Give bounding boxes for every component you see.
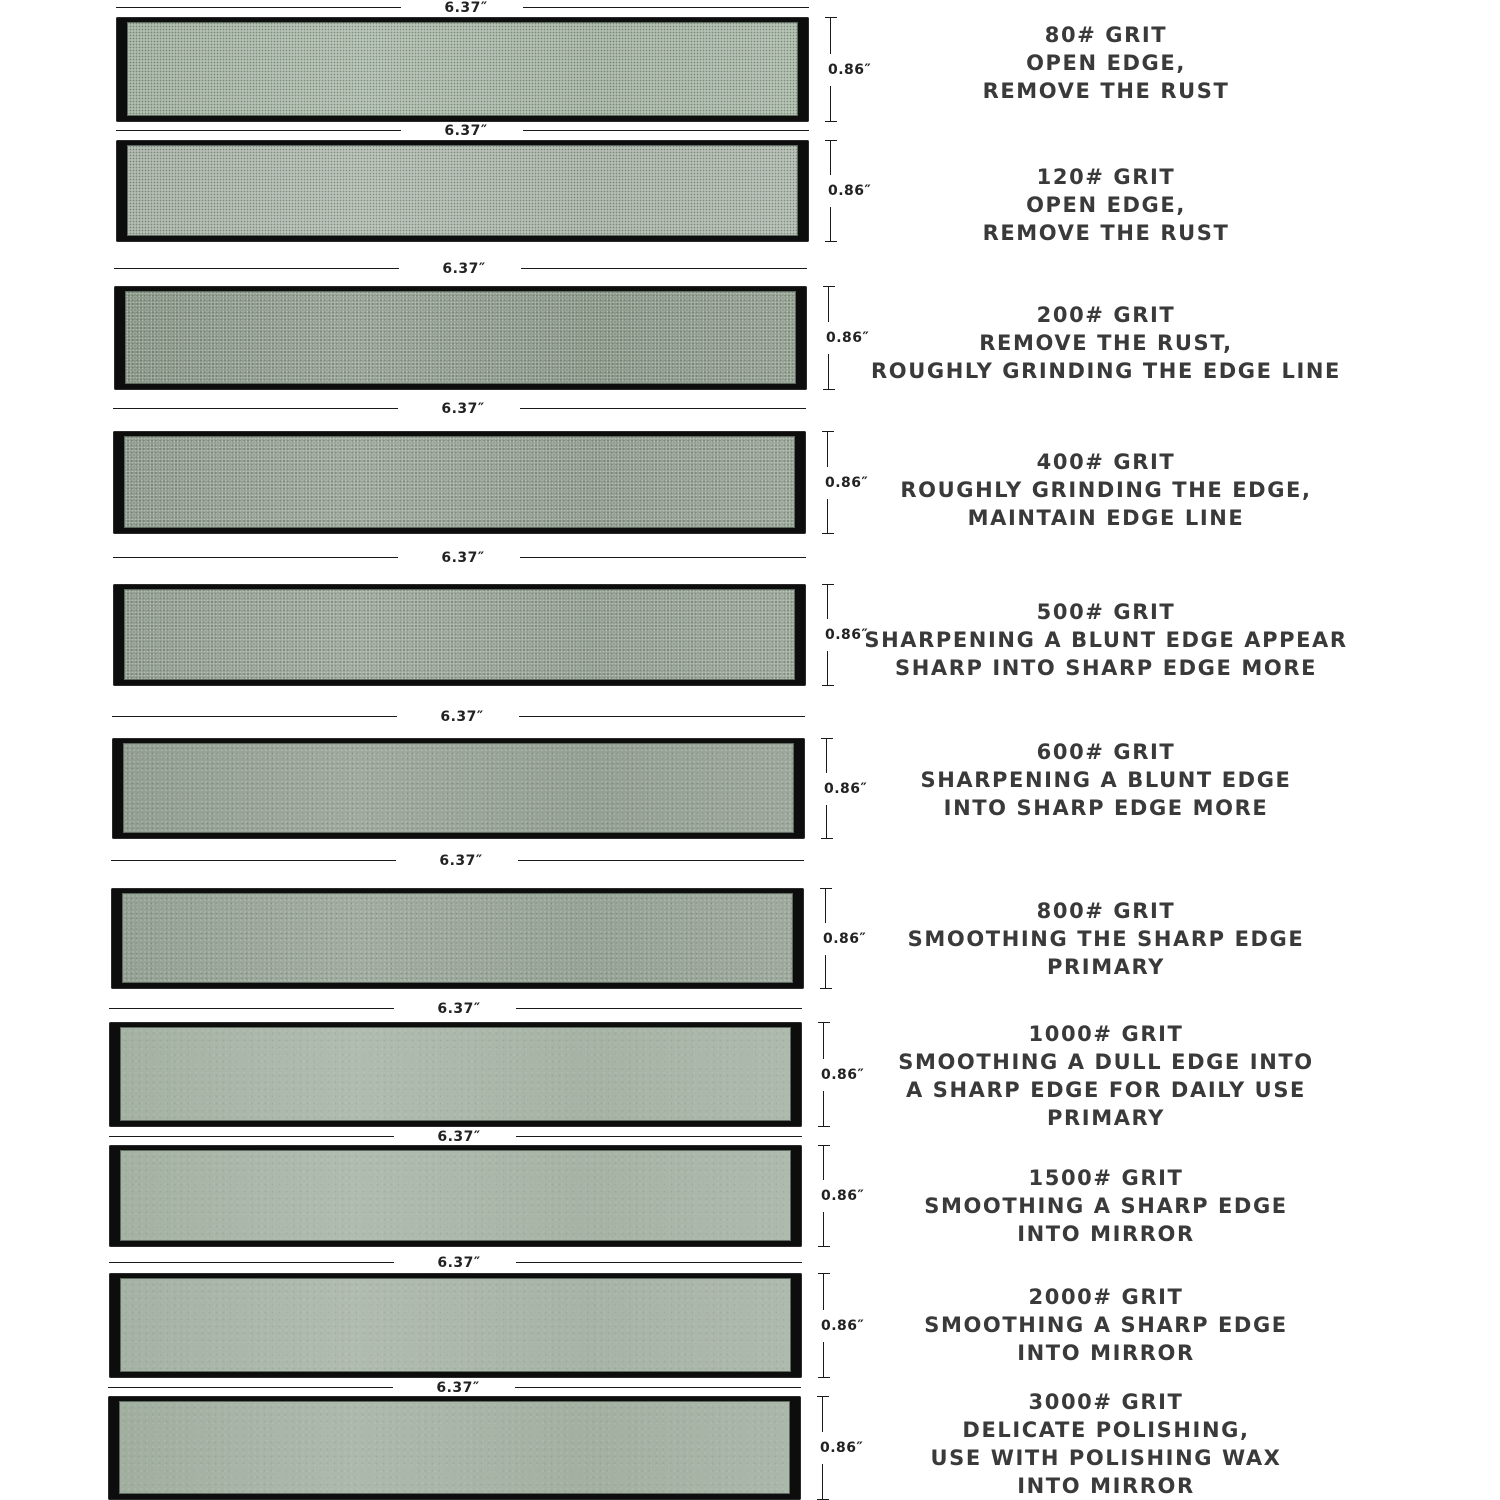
length-dimension-line-right: [519, 716, 805, 717]
grit-title: 800# GRIT: [1036, 899, 1176, 923]
width-label: 0.86″: [824, 780, 868, 797]
sharpening-stone-7: [111, 888, 804, 989]
width-label: 0.86″: [828, 183, 872, 199]
length-label: 6.37″: [439, 853, 483, 869]
width-dimension-stem-bottom: [823, 1342, 824, 1379]
width-dimension-cap-bottom: [822, 685, 834, 686]
grit-description-line: DELICATE POLISHING,: [962, 1418, 1250, 1442]
grit-description-line: OPEN EDGE,: [1026, 193, 1186, 217]
width-dimension-cap-bottom: [821, 838, 833, 839]
width-dimension-stem-bottom: [823, 1091, 824, 1128]
width-dimension-cap-top: [823, 286, 835, 287]
sharpening-stone-6: [112, 738, 805, 839]
length-dimension-line-right: [516, 1008, 802, 1009]
sharpening-stone-5: [113, 584, 806, 686]
grit-description-line: INTO MIRROR: [1017, 1341, 1195, 1365]
grit-description-line: INTO SHARP EDGE MORE: [943, 796, 1269, 820]
grit-description-line: SMOOTHING A SHARP EDGE: [924, 1194, 1288, 1218]
width-label: 0.86″: [820, 1440, 864, 1456]
diamond-plate-surface: [124, 589, 795, 680]
width-dimension-cap-top: [818, 1273, 830, 1274]
grit-description: [826, 897, 1386, 981]
width-dimension-cap-top: [822, 584, 834, 585]
length-dimension-line-right: [521, 268, 807, 269]
grit-description-line: INTO MIRROR: [1017, 1474, 1195, 1498]
grit-title: 200# GRIT: [1036, 303, 1176, 327]
diamond-plate-surface: [124, 436, 795, 528]
width-dimension-stem-top: [823, 1022, 824, 1059]
width-label: 0.86″: [821, 1188, 865, 1204]
length-dimension-line-left: [108, 1387, 393, 1388]
length-dimension-line-left: [109, 1262, 394, 1263]
grit-description-line: SHARP INTO SHARP EDGE MORE: [894, 656, 1318, 680]
diamond-plate-surface: [125, 291, 796, 384]
width-dimension-stem-top: [823, 1145, 824, 1180]
length-label: 6.37″: [436, 1380, 480, 1396]
sharpening-stone-11: [108, 1396, 801, 1500]
length-label: 6.37″: [442, 261, 486, 277]
width-dimension-stem-bottom: [822, 1464, 823, 1500]
grit-description-line: USE WITH POLISHING WAX: [930, 1446, 1282, 1470]
width-dimension-stem-top: [823, 1273, 824, 1310]
grit-title: 3000# GRIT: [1028, 1390, 1184, 1414]
grit-description-line: REMOVE THE RUST: [982, 79, 1230, 103]
diamond-plate-surface: [120, 1027, 791, 1121]
grit-description: [826, 21, 1386, 105]
length-dimension-line-left: [114, 268, 399, 269]
grit-title: 600# GRIT: [1036, 740, 1176, 764]
grit-title: 500# GRIT: [1036, 600, 1176, 624]
length-label: 6.37″: [437, 1001, 481, 1017]
diamond-plate-surface: [120, 1278, 791, 1372]
grit-description-line: ROUGHLY GRINDING THE EDGE,: [900, 478, 1312, 502]
grit-description-line: REMOVE THE RUST: [982, 221, 1230, 245]
sharpening-stone-10: [109, 1273, 802, 1378]
length-dimension-line-right: [516, 1262, 802, 1263]
width-label: 0.86″: [821, 1317, 865, 1334]
grit-description-line: A SHARP EDGE FOR DAILY USE: [906, 1078, 1306, 1102]
width-label: 0.86″: [825, 627, 869, 643]
diamond-plate-surface: [122, 893, 793, 983]
grit-description-line: OPEN EDGE,: [1026, 51, 1186, 75]
width-dimension-cap-bottom: [823, 389, 835, 390]
grit-title: 120# GRIT: [1036, 165, 1176, 189]
diamond-plate-surface: [123, 743, 794, 833]
grit-title: 80# GRIT: [1044, 23, 1168, 47]
grit-description-line: ROUGHLY GRINDING THE EDGE LINE: [870, 359, 1342, 383]
length-dimension-line-left: [109, 1008, 394, 1009]
grit-description: [826, 163, 1386, 247]
length-dimension-line-left: [116, 130, 401, 131]
grit-description: [826, 1388, 1386, 1500]
grit-description-line: SMOOTHING A SHARP EDGE: [924, 1313, 1288, 1337]
grit-title: 400# GRIT: [1036, 450, 1176, 474]
grit-description-line: MAINTAIN EDGE LINE: [967, 506, 1245, 530]
diamond-plate-surface: [127, 22, 798, 116]
sharpening-stone-2: [116, 140, 809, 242]
length-label: 6.37″: [444, 123, 488, 139]
grit-description-line: PRIMARY: [1047, 1106, 1165, 1130]
width-label: 0.86″: [825, 474, 869, 491]
length-dimension-line-left: [113, 408, 398, 409]
length-dimension-line-left: [109, 1136, 394, 1137]
grit-title: 1500# GRIT: [1028, 1166, 1184, 1190]
diamond-plate-surface: [119, 1401, 790, 1494]
width-dimension-cap-bottom: [820, 988, 832, 989]
length-dimension-line-right: [523, 130, 809, 131]
length-dimension-line-right: [523, 7, 809, 8]
length-dimension-line-left: [111, 860, 396, 861]
length-dimension-line-right: [520, 557, 806, 558]
length-label: 6.37″: [441, 550, 485, 566]
length-label: 6.37″: [437, 1129, 481, 1145]
width-label: 0.86″: [826, 330, 870, 346]
width-dimension-cap-bottom: [822, 533, 834, 534]
length-dimension-line-right: [520, 408, 806, 409]
width-dimension-cap-top: [825, 17, 837, 18]
width-dimension-stem-bottom: [823, 1212, 824, 1247]
grit-title: 2000# GRIT: [1028, 1285, 1184, 1309]
length-dimension-line-right: [518, 860, 804, 861]
length-label: 6.37″: [444, 0, 488, 16]
grit-description: [826, 448, 1386, 532]
length-dimension-line-right: [516, 1136, 802, 1137]
length-dimension-line-left: [113, 557, 398, 558]
length-label: 6.37″: [437, 1255, 481, 1271]
grit-description-line: SHARPENING A BLUNT EDGE: [920, 768, 1292, 792]
width-label: 0.86″: [828, 61, 872, 78]
length-label: 6.37″: [440, 709, 484, 725]
length-dimension-line-left: [116, 7, 401, 8]
grit-description: [826, 1020, 1386, 1132]
sharpening-stone-3: [114, 286, 807, 390]
length-dimension-line-left: [112, 716, 397, 717]
grit-title: 1000# GRIT: [1028, 1022, 1184, 1046]
width-dimension-stem-top: [822, 1396, 823, 1432]
sharpening-stone-4: [113, 431, 806, 534]
grit-description-line: SHARPENING A BLUNT EDGE APPEAR: [864, 628, 1348, 652]
sharpening-stone-1: [116, 17, 809, 122]
width-dimension-cap-bottom: [825, 121, 837, 122]
grit-description: [826, 1164, 1386, 1248]
width-dimension-cap-top: [820, 888, 832, 889]
length-dimension-line-right: [515, 1387, 801, 1388]
diamond-plate-surface: [120, 1150, 791, 1241]
grit-description-line: INTO MIRROR: [1017, 1222, 1195, 1246]
grit-description: [826, 738, 1386, 822]
length-label: 6.37″: [441, 401, 485, 417]
sharpening-stone-9: [109, 1145, 802, 1247]
width-dimension-cap-top: [825, 140, 837, 141]
grit-description-line: SMOOTHING THE SHARP EDGE: [907, 927, 1305, 951]
grit-description: [826, 598, 1386, 682]
width-dimension-cap-bottom: [818, 1377, 830, 1378]
sharpening-stone-8: [109, 1022, 802, 1127]
width-label: 0.86″: [823, 930, 867, 947]
diamond-plate-surface: [127, 145, 798, 236]
width-dimension-cap-top: [818, 1145, 830, 1146]
width-dimension-cap-top: [822, 431, 834, 432]
grit-description: [826, 1283, 1386, 1367]
grit-description-line: REMOVE THE RUST,: [979, 331, 1233, 355]
width-label: 0.86″: [821, 1066, 865, 1083]
grit-description-line: SMOOTHING A DULL EDGE INTO: [898, 1050, 1314, 1074]
grit-description-line: PRIMARY: [1047, 955, 1165, 979]
grit-description: [826, 301, 1386, 385]
